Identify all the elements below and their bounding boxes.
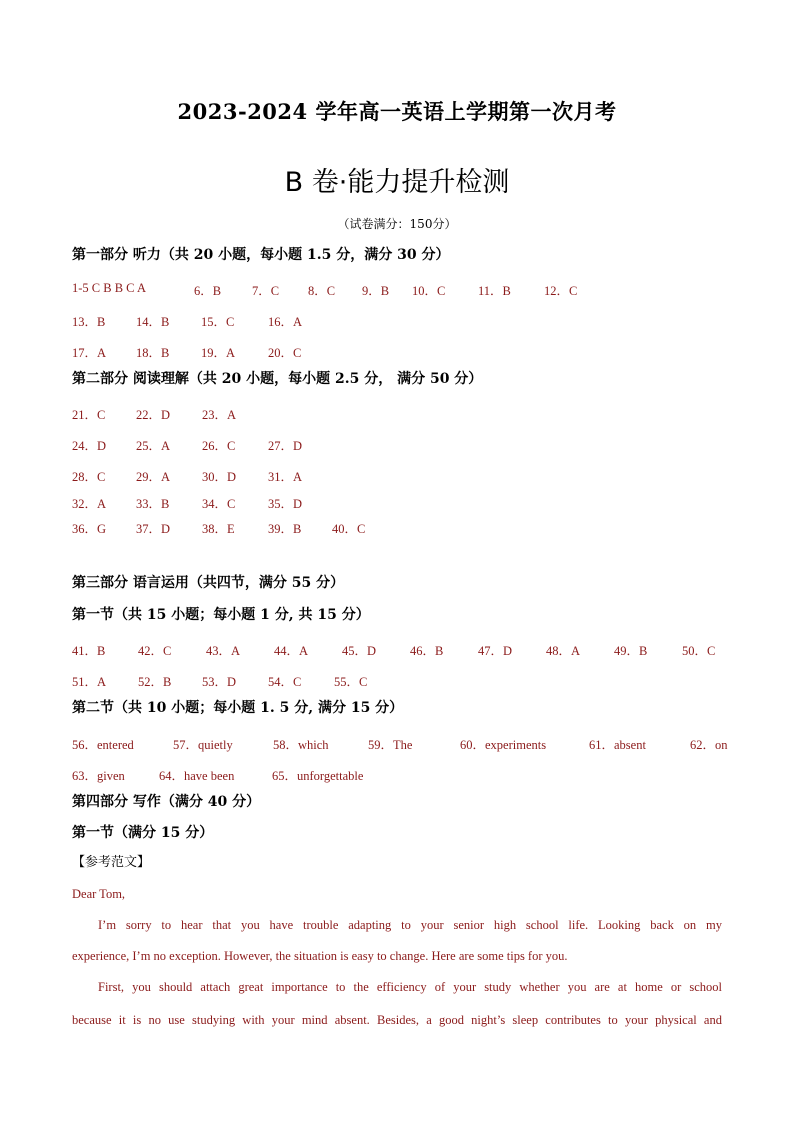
answer-item: 56．entered [72, 738, 134, 752]
answer-item: 26．C [202, 439, 236, 453]
answer-item: 57．quietly [173, 738, 233, 752]
part4-heading: 第四部分 写作（满分 40 分） [72, 794, 261, 810]
answer-item: 22．D [136, 408, 171, 422]
answer-item: 24．D [72, 439, 107, 453]
part3-section2-heading: 第二节（共 10 小题；每小题 1. 5 分, 满分 15 分） [72, 700, 404, 716]
essay-line: because it is no use studying with your mind absent. Besides, a good night’s sleep contributes to your physical and [72, 1013, 722, 1027]
answer-item: 16．A [268, 315, 303, 329]
answer-item: 48．A [546, 644, 581, 658]
answer-item: 34．C [202, 497, 236, 511]
answer-item: 40．C [332, 522, 366, 536]
answer-item: 45．D [342, 644, 377, 658]
answer-item: 59．The [368, 738, 413, 752]
score-note: （试卷满分：150分） [337, 217, 457, 231]
answer-item: 8．C [308, 284, 336, 298]
answer-item: 9．B [362, 284, 390, 298]
answer-item: 41．B [72, 644, 106, 658]
part3-section1-heading: 第一节（共 15 小题；每小题 1 分, 共 15 分） [72, 607, 370, 623]
answer-item: 17．A [72, 346, 107, 360]
answer-item: 32．A [72, 497, 107, 511]
answer-item: 21．C [72, 408, 106, 422]
answer-item: 35．D [268, 497, 303, 511]
answer-item: 47．D [478, 644, 513, 658]
answer-item: 25．A [136, 439, 171, 453]
answer-item: 64．have been [159, 769, 235, 783]
answer-item: 13．B [72, 315, 106, 329]
answer-item: 6．B [194, 284, 222, 298]
essay-line: experience, I’m no exception. However, the situation is easy to change. Here are some tips for you. [72, 949, 568, 963]
answer-item: 36．G [72, 522, 107, 536]
essay-line: I’m sorry to hear that you have trouble adapting to your senior high school life. Looking back on my [98, 918, 722, 932]
answer-item: 60．experiments [460, 738, 547, 752]
answer-item: 46．B [410, 644, 444, 658]
answer-item: 50．C [682, 644, 716, 658]
part2-heading: 第二部分 阅读理解（共 20 小题，每小题 2.5 分， 满分 50 分） [72, 371, 483, 387]
answer-item: 10．C [412, 284, 446, 298]
answer-item: 1-5 C B B C A [72, 281, 146, 295]
answer-item: 7．C [252, 284, 280, 298]
answer-item: 62．on [690, 738, 728, 752]
answer-item: 18．B [136, 346, 170, 360]
answer-item: 12．C [544, 284, 578, 298]
part4-section1-heading: 第一节（满分 15 分） [72, 825, 214, 841]
answer-item: 53．D [202, 675, 237, 689]
answer-item: 49．B [614, 644, 648, 658]
answer-item: 55．C [334, 675, 368, 689]
answer-item: 29．A [136, 470, 171, 484]
answer-item: 52．B [138, 675, 172, 689]
answer-item: 19．A [201, 346, 236, 360]
answer-item: 27．D [268, 439, 303, 453]
essay-line: First, you should attach great importance to the efficiency of your study whether you are at home or school [98, 980, 722, 994]
answer-item: 44．A [274, 644, 309, 658]
page-subtitle: B 卷·能力提升检测 [284, 167, 510, 198]
page-title: 2023-2024 学年高一英语上学期第一次月考 [177, 99, 617, 124]
answer-item: 33．B [136, 497, 170, 511]
answer-item: 39．B [268, 522, 302, 536]
answer-item: 54．C [268, 675, 302, 689]
answer-item: 28．C [72, 470, 106, 484]
answer-item: 43．A [206, 644, 241, 658]
answer-item: 58．which [273, 738, 329, 752]
answer-item: 11．B [478, 284, 511, 298]
answer-item: 51．A [72, 675, 107, 689]
answer-item: 61．absent [589, 738, 646, 752]
part1-heading: 第一部分 听力（共 20 小题，每小题 1.5 分，满分 30 分） [72, 247, 450, 263]
answer-item: 65．unforgettable [272, 769, 364, 783]
answer-item: 23．A [202, 408, 237, 422]
answer-item: 37．D [136, 522, 171, 536]
sample-essay-label: 【参考范文】 [72, 855, 151, 870]
answer-item: 20．C [268, 346, 302, 360]
part3-heading: 第三部分 语言运用（共四节，满分 55 分） [72, 575, 345, 591]
essay-greeting: Dear Tom, [72, 887, 126, 901]
answer-item: 31．A [268, 470, 303, 484]
answer-item: 42．C [138, 644, 172, 658]
answer-item: 38．E [202, 522, 235, 536]
answer-item: 63．given [72, 769, 125, 783]
answer-item: 15．C [201, 315, 235, 329]
answer-item: 30．D [202, 470, 237, 484]
answer-item: 14．B [136, 315, 170, 329]
